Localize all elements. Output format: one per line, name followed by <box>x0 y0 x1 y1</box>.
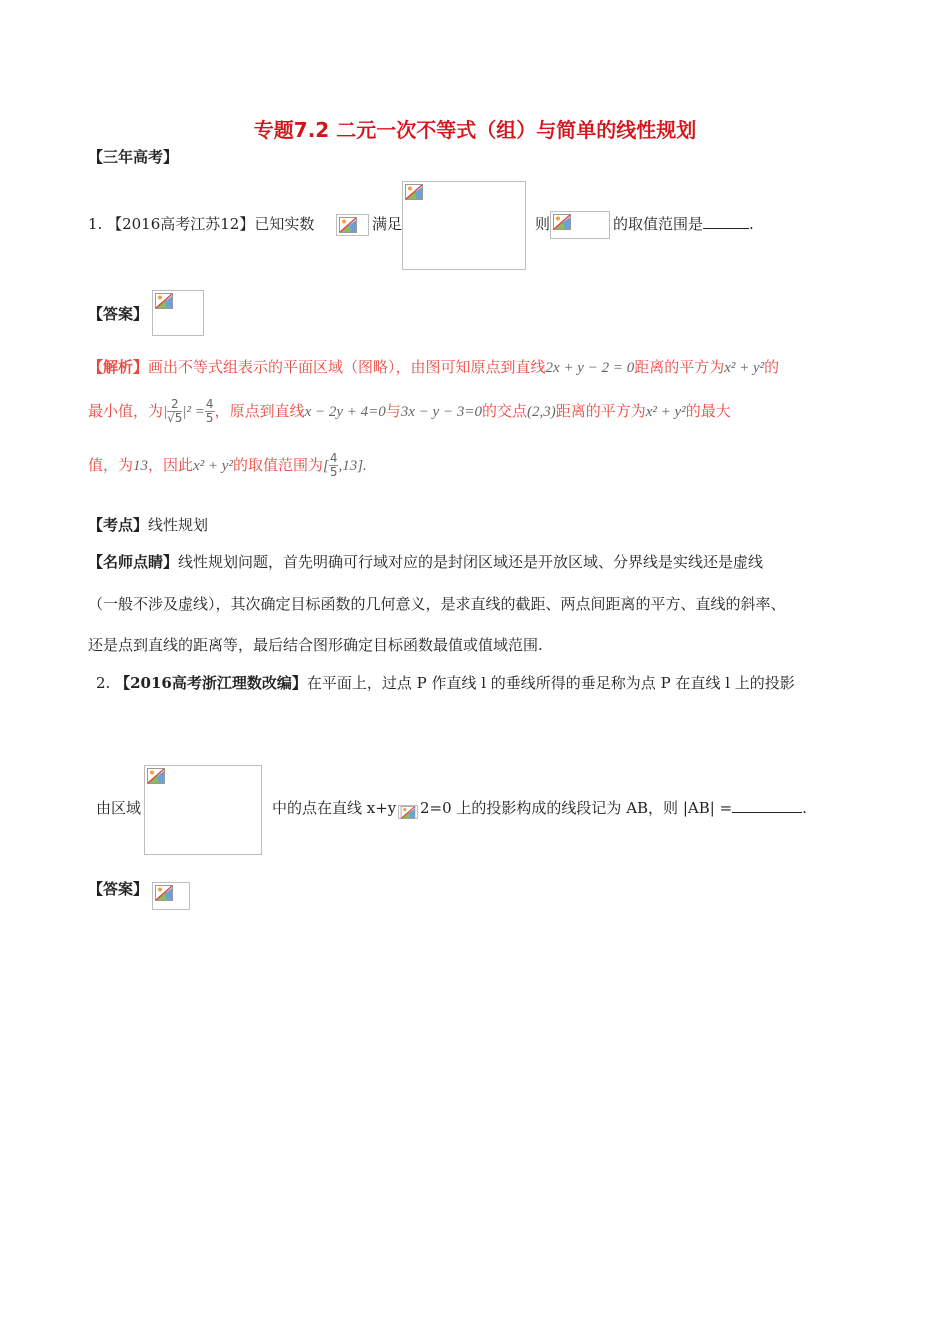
formula-image-minus <box>398 805 418 819</box>
section-heading: 【三年高考】 <box>88 148 179 166</box>
formula-image-region <box>144 765 262 855</box>
broken-image-icon <box>155 885 173 901</box>
question-2-text: 2=0 上的投影构成的线段记为 AB，则 |AB| = . <box>420 799 807 817</box>
answer-label: 【答案】 <box>88 880 149 898</box>
broken-image-icon <box>147 768 165 784</box>
question-2-line: 2. 【2016高考浙江理数改编】在平面上，过点 P 作直线 l 的垂线所得的垂足称为点 P 在直线 l 上的投影 <box>96 674 795 692</box>
answer-image <box>152 882 190 910</box>
question-1-text: 的取值范围是 . <box>613 215 754 233</box>
formula-image-xy <box>336 214 369 236</box>
broken-image-icon <box>155 293 173 309</box>
analysis-line-2: 最小值，为| $\frac{2}{√5}$ |² = $\frac{4}{5}$ ，原点到直线x − 2y + 4=0与3x − y − 3=0的交点(2,3)距离的平方为x² + y²的最大 <box>88 397 731 425</box>
question-1-number: 1. <box>88 215 103 233</box>
question-2-text: 中的点在直线 x+y <box>272 799 397 817</box>
question-1-text: 则 <box>535 215 551 233</box>
analysis-line-1: 【解析】画出不等式组表示的平面区域（图略），由图可知原点到直线2x + y − 2 = 0距离的平方为x² + y²的 <box>88 358 780 376</box>
broken-image-icon <box>405 184 423 200</box>
question-2-text: 由区域 <box>96 799 142 817</box>
formula-image-system <box>402 181 526 270</box>
question-1-text: 满足 <box>372 215 403 233</box>
answer-blank <box>703 216 749 229</box>
analysis-line-3: 值，为13，因此x² + y²的取值范围为[ $\frac{4}{5}$ ,13]. <box>88 451 367 479</box>
question-1-source: 【2016高考江苏12】 <box>107 215 255 233</box>
formula-image-target <box>550 211 610 239</box>
broken-image-icon <box>553 214 571 230</box>
tips-line-1: 【名师点睛】线性规划问题，首先明确可行域对应的是封闭区域还是开放区域、分界线是实线还是虚线 <box>88 553 764 571</box>
question-1-line <box>88 213 314 234</box>
answer-blank <box>732 800 802 813</box>
answer-label: 【答案】 <box>88 305 149 323</box>
tips-line-3: 还是点到直线的距离等，最后结合图形确定目标函数最值或值域范围. <box>88 636 543 654</box>
kaodian-line: 【考点】线性规划 <box>88 516 209 534</box>
broken-image-icon <box>400 806 416 819</box>
page-title: 专题7.2 二元一次不等式（组）与简单的线性规划 <box>253 118 697 142</box>
tips-line-2: （一般不涉及虚线），其次确定目标函数的几何意义，是求直线的截距、两点间距离的平方、直线的斜率、 <box>88 595 786 613</box>
question-1-text: 已知实数 <box>254 215 315 233</box>
broken-image-icon <box>339 217 357 233</box>
answer-image <box>152 290 204 336</box>
